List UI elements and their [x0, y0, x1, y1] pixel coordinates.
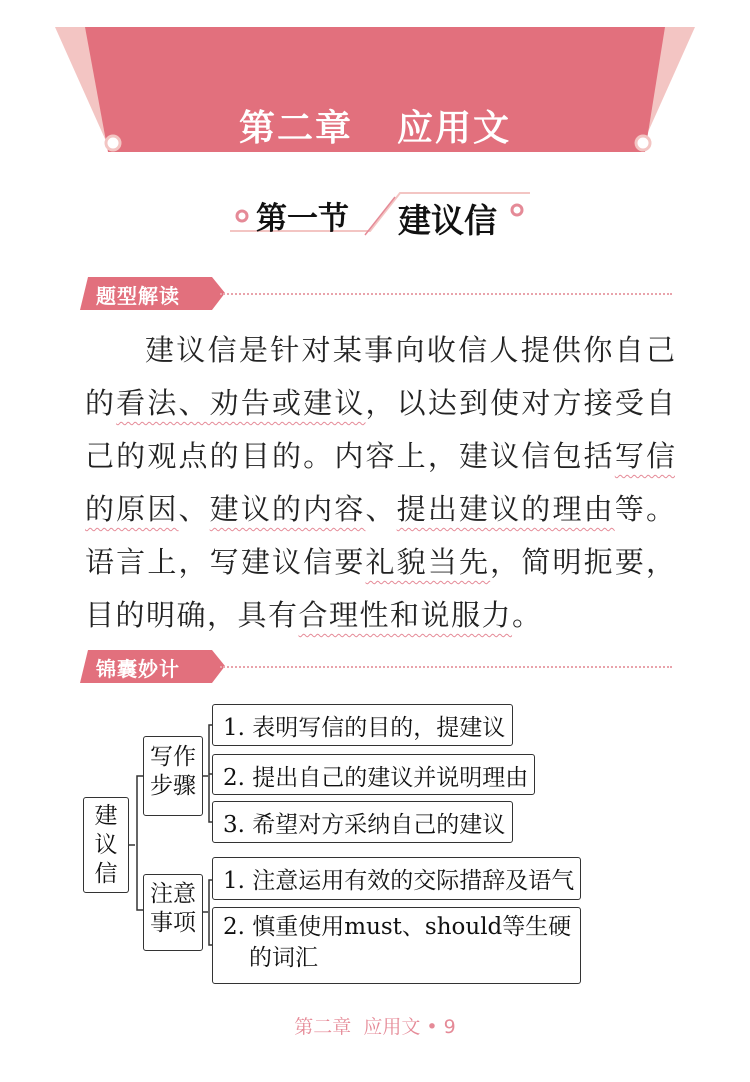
emphasized-phrase: 写信 [614, 439, 675, 473]
text-segment: 语言上，写建议信要 [85, 545, 366, 579]
branch-writing-steps [143, 736, 203, 816]
body-line [85, 378, 675, 431]
emphasized-phrase: 提出建议的理由 [396, 492, 615, 526]
body-line [85, 431, 675, 484]
emphasized-phrase: 合理性和说服力 [298, 598, 513, 632]
text-segment: 建议信是针对某事向收信人提供你自己 [145, 333, 675, 367]
dotted-divider [220, 293, 672, 295]
text-segment: 、 [365, 492, 397, 526]
tag-label: 题型解读 [96, 284, 180, 308]
text-segment: 的 [85, 386, 117, 420]
page-footer [0, 1012, 750, 1039]
body-line [85, 325, 675, 378]
body-line [85, 590, 675, 643]
emphasized-phrase: 的原因 [85, 492, 179, 526]
chapter-title [0, 100, 750, 151]
branch-notes [143, 874, 203, 951]
text-segment: 、 [178, 492, 210, 526]
emphasized-phrase: 礼貌当先 [365, 545, 491, 579]
body-paragraph [85, 325, 675, 643]
body-line [85, 484, 675, 537]
note-item: 1. 注意运用有效的交际措辞及语气 [212, 857, 581, 900]
text-segment: 。 [512, 598, 543, 632]
section-number: 第一节 [256, 201, 349, 237]
step-item: 3. 希望对方采纳自己的建议 [212, 801, 513, 843]
root-node [83, 797, 129, 893]
root-char: 建 [94, 803, 118, 829]
text-segment: 等。 [614, 492, 675, 526]
branch-label: 事项 [150, 909, 196, 936]
root-char: 议 [94, 831, 118, 858]
emphasized-phrase: 建议的内容 [209, 492, 366, 526]
branch-label: 写作 [150, 744, 196, 770]
dotted-divider [220, 666, 672, 668]
page-number: 9 [443, 1016, 456, 1038]
step-item: 2. 提出自己的建议并说明理由 [212, 754, 535, 795]
emphasized-phrase: 看法、劝告或建议 [116, 386, 366, 420]
branch-label: 注意 [150, 881, 196, 907]
step-item: 1. 表明写信的目的，提建议 [212, 704, 513, 746]
text-segment: ，以达到使对方接受自 [365, 386, 675, 420]
footer-chapter: 第二章 应用文 [294, 1016, 421, 1038]
tag-label: 锦囊妙计 [96, 657, 180, 681]
text-segment: 目的明确，具有 [85, 598, 299, 632]
root-char: 信 [94, 860, 118, 887]
branch-label: 步骤 [150, 772, 196, 799]
body-line [85, 537, 675, 590]
note-item: 2. 慎重使用must、should等生硬的词汇 [212, 907, 581, 984]
footer-separator: • [426, 1016, 438, 1038]
chapter-name: 应用文 [397, 108, 512, 149]
text-segment: 己的观点的目的。内容上，建议信包括 [85, 439, 615, 473]
section-title: 建议信 [398, 201, 497, 240]
tag-tips [80, 650, 680, 683]
tag-interpretation [80, 277, 680, 310]
chapter-number: 第二章 [238, 108, 353, 149]
text-segment: ，简明扼要， [490, 545, 675, 579]
